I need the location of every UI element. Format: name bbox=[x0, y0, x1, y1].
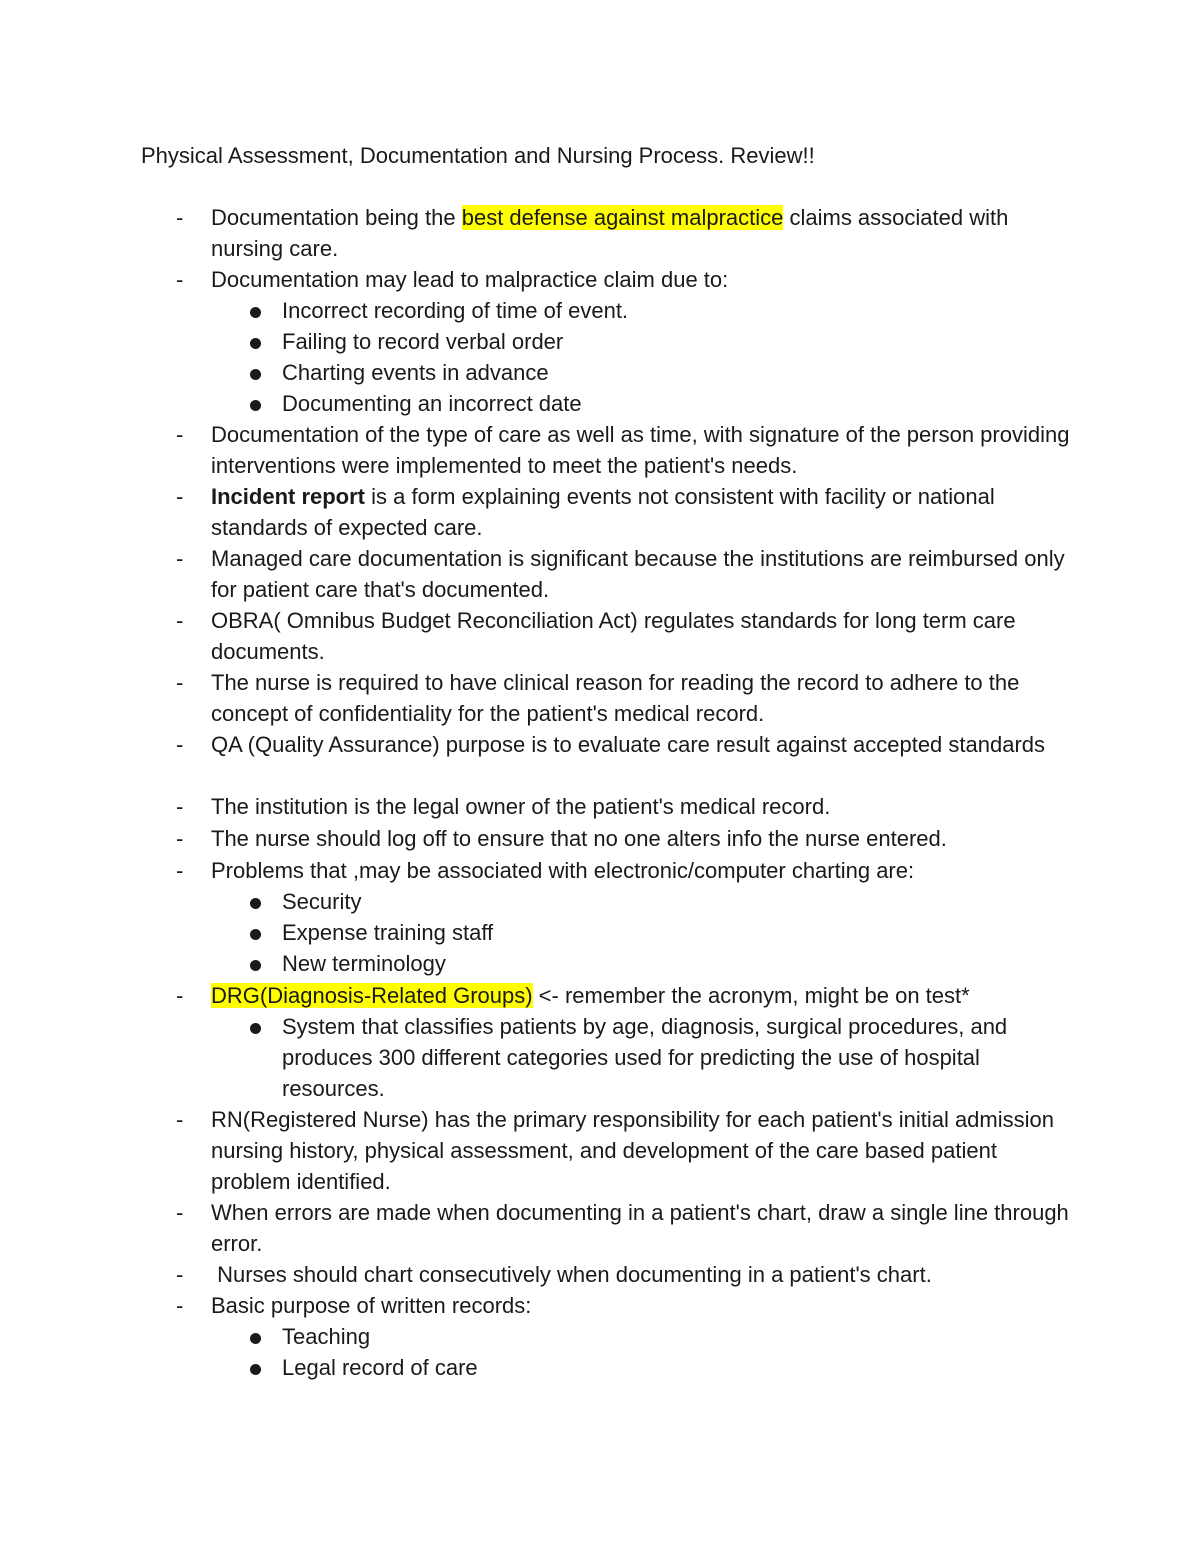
dash-marker: - bbox=[176, 422, 184, 447]
bullet-dot bbox=[250, 1023, 261, 1034]
dash-marker: - bbox=[176, 1200, 184, 1225]
bullet-dot bbox=[250, 929, 261, 940]
bullet-dot bbox=[250, 960, 261, 971]
item-text: Documentation being the bbox=[211, 205, 462, 230]
list-item-log-off: The nurse should log off to ensure that no one alters info the nurse entered. bbox=[211, 826, 947, 851]
bullet-dot bbox=[250, 400, 261, 411]
bullet-dot bbox=[250, 338, 261, 349]
sub-item: Documenting an incorrect date bbox=[282, 391, 582, 416]
list-item-type-of-care: Documentation of the type of care as well as time, with signature of the person providing interventions were implemented to meet the patient's needs. bbox=[211, 422, 1070, 478]
sub-item: Security bbox=[282, 889, 362, 914]
dash-marker: - bbox=[176, 484, 184, 509]
dash-marker: - bbox=[176, 1107, 184, 1132]
bullet-dot bbox=[250, 1333, 261, 1344]
list-item-obra: OBRA( Omnibus Budget Reconciliation Act) regulates standards for long term care documents. bbox=[211, 608, 1016, 664]
dash-marker: - bbox=[176, 794, 184, 819]
sub-item: Legal record of care bbox=[282, 1355, 478, 1380]
bullet-dot bbox=[250, 898, 261, 909]
item-text: is a form explaining events not consistent with facility or national standards of expected care. bbox=[211, 484, 995, 540]
document-title: Physical Assessment, Documentation and Nursing Process. Review!! bbox=[141, 143, 815, 168]
list-item-errors: When errors are made when documenting in a patient's chart, draw a single line through error. bbox=[211, 1200, 1069, 1256]
sub-item: Incorrect recording of time of event. bbox=[282, 298, 629, 323]
list-item-electronic-charting: Problems that ,may be associated with electronic/computer charting are: bbox=[211, 858, 915, 883]
list-item-managed-care: Managed care documentation is significant because the institutions are reimbursed only for patient care that's documented. bbox=[211, 546, 1065, 602]
highlighted-text: best defense against malpractice bbox=[461, 205, 784, 230]
sub-item: System that classifies patients by age, diagnosis, surgical procedures, and produces 300 different categories used for predicting the use of hospital resources. bbox=[282, 1014, 1008, 1101]
dash-marker: - bbox=[176, 1262, 184, 1287]
dash-marker: - bbox=[176, 983, 184, 1008]
list-item-chart-consecutively: Nurses should chart consecutively when documenting in a patient's chart. bbox=[211, 1262, 932, 1287]
list-item-best-defense bbox=[211, 202, 1081, 264]
list-item-written-records: Basic purpose of written records: bbox=[211, 1293, 532, 1318]
dash-marker: - bbox=[176, 267, 184, 292]
list-item-drg bbox=[211, 980, 1081, 1011]
sub-item: Teaching bbox=[282, 1324, 371, 1349]
dash-marker: - bbox=[176, 1293, 184, 1318]
item-text: <- remember the acronym, might be on test* bbox=[532, 983, 970, 1008]
dash-marker: - bbox=[176, 205, 184, 230]
dash-marker: - bbox=[176, 608, 184, 633]
list-item-legal-owner: The institution is the legal owner of the patient's medical record. bbox=[211, 794, 831, 819]
list-item-malpractice-causes: Documentation may lead to malpractice claim due to: bbox=[211, 267, 729, 292]
dash-marker: - bbox=[176, 670, 184, 695]
sub-item: New terminology bbox=[282, 951, 446, 976]
list-item-confidentiality: The nurse is required to have clinical reason for reading the record to adhere to the concept of confidentiality for the patient's medical record. bbox=[211, 670, 1020, 726]
highlighted-text: DRG(Diagnosis-Related Groups) bbox=[211, 983, 533, 1008]
sub-item: Expense training staff bbox=[282, 920, 494, 945]
bullet-dot bbox=[250, 307, 261, 318]
bold-term: Incident report bbox=[211, 484, 366, 509]
bullet-dot bbox=[250, 369, 261, 380]
dash-marker: - bbox=[176, 546, 184, 571]
item-text: claims associated with nursing care. bbox=[211, 205, 1009, 261]
dash-marker: - bbox=[176, 732, 184, 757]
bullet-dot bbox=[250, 1364, 261, 1375]
sub-item: Charting events in advance bbox=[282, 360, 549, 385]
dash-marker: - bbox=[176, 826, 184, 851]
list-item-rn-responsibility: RN(Registered Nurse) has the primary responsibility for each patient's initial admission nursing history, physical assessment, and development of the care based patient problem identified. bbox=[211, 1107, 1054, 1194]
dash-marker: - bbox=[176, 858, 184, 883]
sub-item: Failing to record verbal order bbox=[282, 329, 564, 354]
list-item-qa: QA (Quality Assurance) purpose is to evaluate care result against accepted standards bbox=[211, 732, 1046, 757]
list-item-incident-report bbox=[211, 481, 1081, 543]
